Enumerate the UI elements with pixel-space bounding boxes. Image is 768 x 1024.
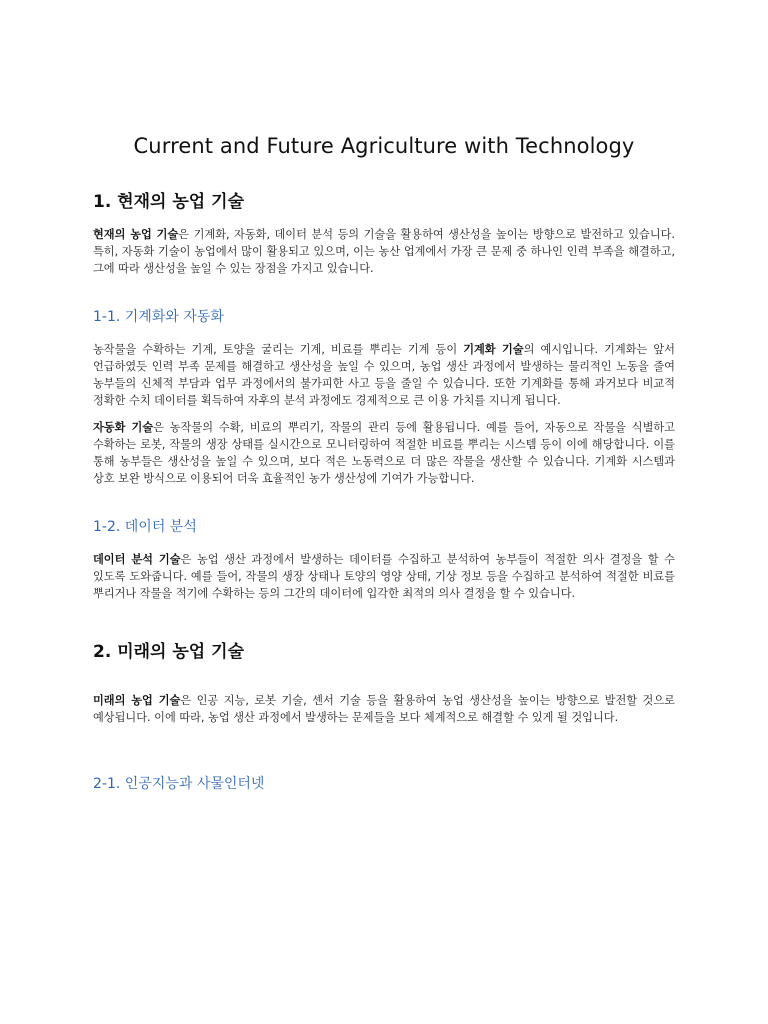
section-1-1-paragraph-1 (93, 341, 675, 409)
section-1-paragraph (93, 226, 675, 277)
document-title: Current and Future Agriculture with Technology (133, 134, 635, 158)
section-1-1-text-post: 의 예시입니다. 기계화는 앞서 언급하였듯 인력 부족 문제를 해결하고 생산성을 높일 수 있으며, 농업 생산 과정에서 발생하는 물리적인 노동을 줄여 농부들의 신체적 부담과 업무 과정에서의 불가피한 사고 등을 줄일 수 있습니다. 또한 기계화를 통해 과거보다 비교적 정확한 수치 데이터를 획득하여 자후의 분석 과정에도 경제적으로 큰 이용 가치를 지니게 됩니다. (93, 343, 675, 407)
section-1-1-paragraph-2 (93, 419, 675, 487)
section-1-bold-term: 현재의 농업 기술 (93, 228, 179, 241)
section-1-1-text-pre: 농작물을 수확하는 기계, 토양을 굴리는 기계, 비료를 뿌리는 기계 등이 (93, 343, 464, 356)
section-2-paragraph (93, 692, 675, 726)
section-2-heading: 2. 미래의 농업 기술 (93, 642, 244, 662)
section-1-2-bold-term: 데이터 분석 기술 (93, 553, 181, 566)
section-1-1-bold-term: 기계화 기술 (463, 343, 524, 356)
section-1-1-text-2: 은 농작물의 수확, 비료의 뿌리기, 작물의 관리 등에 활용됩니다. 예를 들어, 자동으로 작물을 식별하고 수확하는 로봇, 작물의 생장 상태를 실시간으로 모니터링하여 적절한 비료를 뿌리는 시스템 등이 이에 해당합니다. 이를 통해 농부들은 생산성을 높일 수 있으며, 보다 적은 노동력으로 더 많은 작물을 생산할 수 있습니다. 기계화 시스템과 상호 보완 방식으로 이용되어 더욱 효율적인 농가 생산성에 기여가 가능합니다. (93, 421, 675, 485)
section-1-1-bold-term-2: 자동화 기술 (93, 421, 154, 434)
section-2-text: 은 인공 지능, 로봇 기술, 센서 기술 등을 활용하여 농업 생산성을 높이는 방향으로 발전할 것으로 예상됩니다. 이에 따라, 농업 생산 과정에서 발생하는 문제들을 보다 체계적으로 해결할 수 있게 될 것입니다. (93, 694, 675, 724)
section-1-2-paragraph (93, 551, 675, 602)
section-2-bold-term: 미래의 농업 기술 (93, 694, 181, 707)
section-1-heading: 1. 현재의 농업 기술 (93, 192, 244, 212)
section-1-2-heading: 1-2. 데이터 분석 (93, 519, 197, 535)
section-1-1-heading: 1-1. 기계화와 자동화 (93, 309, 224, 325)
section-1-text: 은 기계화, 자동화, 데이터 분석 등의 기술을 활용하여 생산성을 높이는 방향으로 발전하고 있습니다. 특히, 자동화 기술이 농업에서 많이 활용되고 있으며, 이는 농산 업계에서 가장 큰 문제 중 하나인 인력 부족을 해결하고, 그에 따라 생산성을 높일 수 있는 장점을 가지고 있습니다. (93, 228, 675, 275)
section-2-1-heading: 2-1. 인공지능과 사물인터넷 (93, 776, 265, 792)
section-1-2-text: 은 농업 생산 과정에서 발생하는 데이터를 수집하고 분석하여 농부들이 적절한 의사 결정을 할 수 있도록 도와줍니다. 예를 들어, 작물의 생장 상태나 토양의 영양 상태, 기상 정보 등을 수집하고 분석하여 적절한 비료를 뿌리거나 작물을 적기에 수확하는 등의 그간의 데이터에 입각한 최적의 의사 결정을 할 수 있습니다. (93, 553, 675, 600)
